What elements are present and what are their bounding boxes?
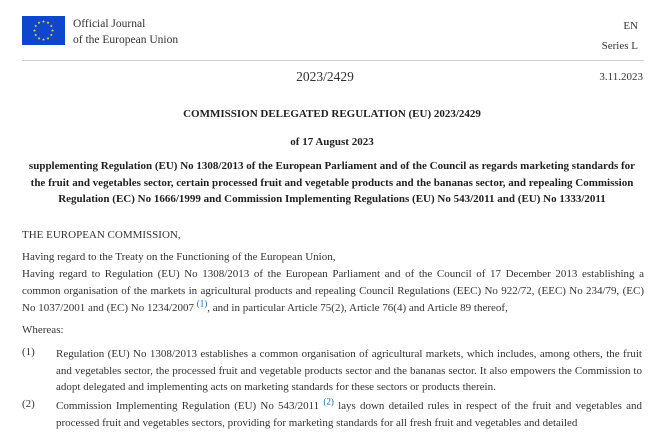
commission-heading: THE EUROPEAN COMMISSION, bbox=[22, 229, 181, 241]
journal-title-line1: Official Journal bbox=[73, 18, 146, 30]
recital-2-text-a: Commission Implementing Regulation (EU) No 543/2011 bbox=[56, 400, 320, 412]
header-divider bbox=[22, 60, 644, 61]
footnote-link-2[interactable]: (2) bbox=[323, 396, 334, 407]
series-label: Series L bbox=[601, 40, 638, 52]
footnote-number-1[interactable]: 1 bbox=[199, 298, 205, 309]
journal-header bbox=[22, 14, 644, 50]
treaty-recital: Having regard to the Treaty on the Functioning of the European Union, bbox=[22, 251, 336, 263]
eu-flag-icon bbox=[22, 16, 65, 45]
journal-meta bbox=[602, 16, 638, 56]
footnote-link-1[interactable]: (1) bbox=[196, 298, 208, 309]
journal-title bbox=[73, 16, 178, 48]
regard-text: Having regard to Regulation (EU) No 1308/2013 of the European Parliament and of the Council of 17 December 2013 establishing a common organisation of the markets in agricultural products and repealing Council Regulations (EEC) No 922/72, (EEC) No 234/79, (EC) No 1037/2001 and (EC) No 1234/2007 bbox=[22, 268, 644, 314]
regulation-title: COMMISSION DELEGATED REGULATION (EU) 2023/2429 bbox=[183, 108, 481, 120]
recital-text bbox=[56, 398, 642, 431]
regard-paragraph bbox=[22, 266, 644, 317]
recital-text: Regulation (EU) No 1308/2013 establishes a common organisation of agricultural markets, which includes, among others, the fruit and vegetables sector, the processed fruit and vegetable products sector and the bananas sector. It also empowers the Commission to adopt delegated and implementing acts on marketing standards for these sectors or products therein. bbox=[56, 348, 642, 393]
regulation-subject: supplementing Regulation (EU) No 1308/2013 of the European Parliament and of the Council as regards marketing standards for the fruit and vegetables sector, certain processed fruit and vegetable products and the bananas sector, and repealing Commission Regulation (EC) No 1666/1999 and Commission Implementing Regulations (EU) No 543/2011 and (EU) No 1333/2011 bbox=[28, 160, 636, 205]
whereas-heading: Whereas: bbox=[22, 324, 64, 336]
document-date: 3.11.2023 bbox=[599, 71, 643, 83]
recital-number: (2) bbox=[22, 398, 35, 410]
recital-2-text-b: lays down detailed rules in respect of the fruit and vegetables and processed fruit and vegetables sectors, providing for marketing standards for all fresh fruit and vegetables and detailed bbox=[56, 400, 643, 429]
recital-number: (1) bbox=[22, 346, 35, 358]
regulation-date: of 17 August 2023 bbox=[290, 136, 374, 148]
journal-title-line2: of the European Union bbox=[73, 34, 179, 46]
language-code: EN bbox=[623, 20, 638, 32]
regard-tail: , and in particular Article 75(2), Article 76(4) and Article 89 thereof, bbox=[207, 302, 508, 314]
footnote-number-2[interactable]: 2 bbox=[326, 396, 331, 407]
document-number: 2023/2429 bbox=[296, 69, 354, 84]
